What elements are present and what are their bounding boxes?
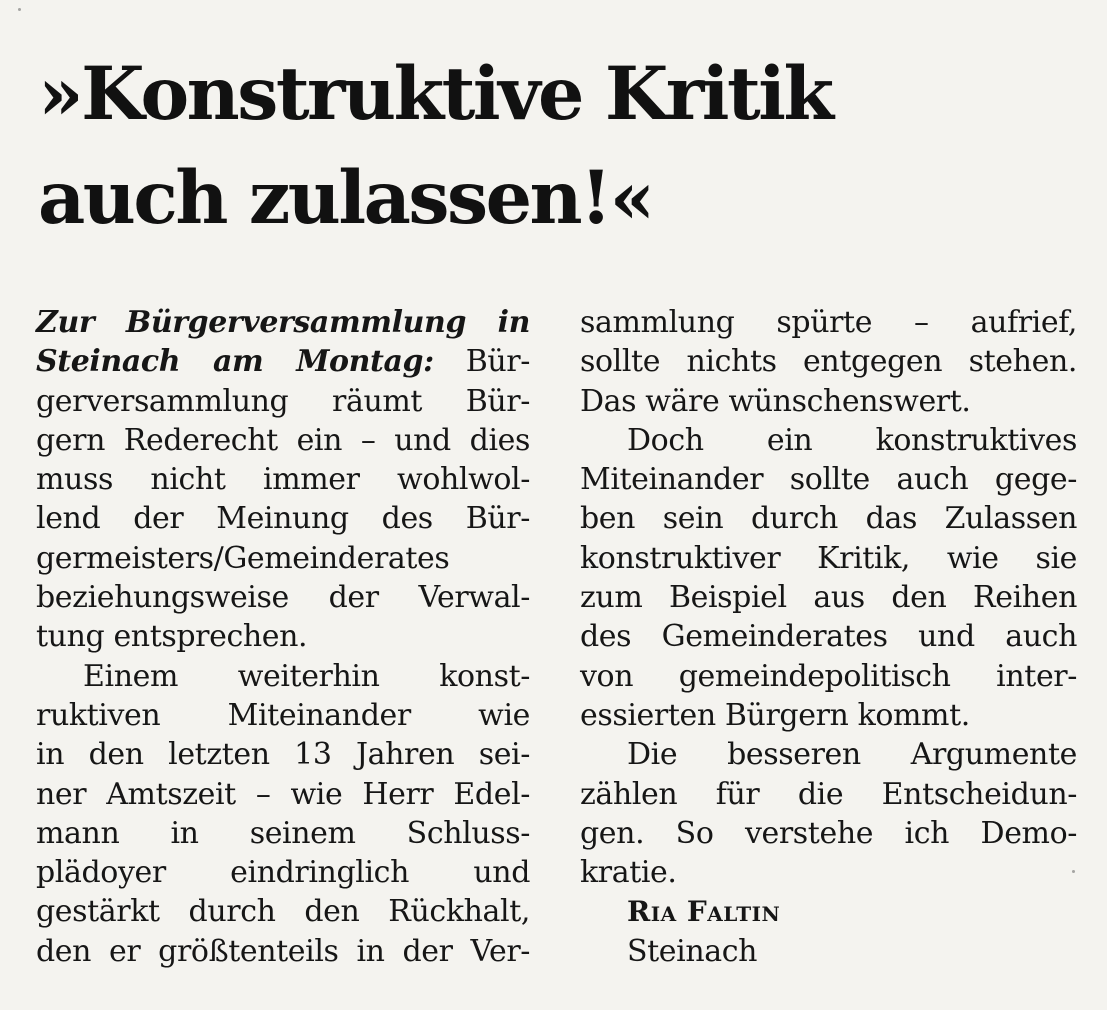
text-line: tung entsprechen. — [36, 619, 308, 655]
text-line: konstruktiver Kritik, wie sie — [580, 540, 1077, 576]
author-place: Steinach — [627, 933, 758, 969]
text-line: Das wäre wünschenswert. — [580, 383, 971, 419]
text-line: von gemeindepolitisch inter- — [580, 658, 1077, 694]
text-line: lend der Meinung des Bür- — [36, 501, 530, 537]
text-line: plädoyer eindringlich und — [36, 855, 530, 891]
text-line: gestärkt durch den Rückhalt, — [36, 894, 530, 930]
paragraph-start-line: Einem weiterhin konst- — [83, 658, 530, 694]
text-line: beziehungsweise der Verwal- — [36, 580, 530, 616]
text-line: gerversammlung räumt Bür- — [36, 383, 530, 419]
headline-line-2: auch zulassen!« — [38, 155, 653, 241]
text-line: muss nicht immer wohlwol- — [36, 462, 530, 498]
text-line: gen. So verstehe ich Demo- — [580, 815, 1077, 851]
text-line: gern Rederecht ein – und dies — [36, 422, 530, 458]
lead-line-2: Steinach am Montag: — [36, 344, 434, 380]
paragraph-start-line: Doch ein konstruktives — [627, 422, 1077, 458]
right-column — [580, 303, 1077, 971]
text-line: essierten Bürgern kommt. — [580, 697, 970, 733]
text-line: mann in seinem Schluss- — [36, 815, 530, 851]
text-line: sammlung spürte – aufrief, — [580, 305, 1077, 340]
headline — [38, 42, 1098, 250]
text-line: germeisters/Gemeinderates — [36, 540, 450, 576]
text-line: Miteinander sollte auch gege- — [580, 462, 1077, 498]
text-line: kratie. — [580, 855, 677, 891]
headline-line-1: »Konstruktive Kritik — [38, 51, 832, 137]
paragraph-start-line: Die besseren Argumente — [627, 737, 1077, 773]
lead-line-1: Zur Bürgerversammlung in — [36, 305, 530, 340]
text-line: den er größtenteils in der Ver- — [36, 933, 530, 969]
text-line: ruktiven Miteinander wie — [36, 697, 530, 733]
text-line: sollte nichts entgegen stehen. — [580, 344, 1077, 380]
text-line: in den letzten 13 Jahren sei- — [36, 737, 530, 773]
text-line: des Gemeinderates und auch — [580, 619, 1077, 655]
text-line: zum Beispiel aus den Reihen — [580, 580, 1077, 616]
text-line: ben sein durch das Zulassen — [580, 501, 1077, 537]
print-speck — [18, 8, 21, 11]
text-fragment: Bür- — [433, 344, 530, 380]
text-line: zählen für die Entscheidun- — [580, 776, 1077, 812]
text-line — [36, 342, 530, 381]
left-column — [36, 303, 530, 971]
text-line: ner Amtszeit – wie Herr Edel- — [36, 776, 530, 812]
author-name: Ria Faltin — [627, 895, 781, 929]
print-speck — [1072, 870, 1075, 873]
